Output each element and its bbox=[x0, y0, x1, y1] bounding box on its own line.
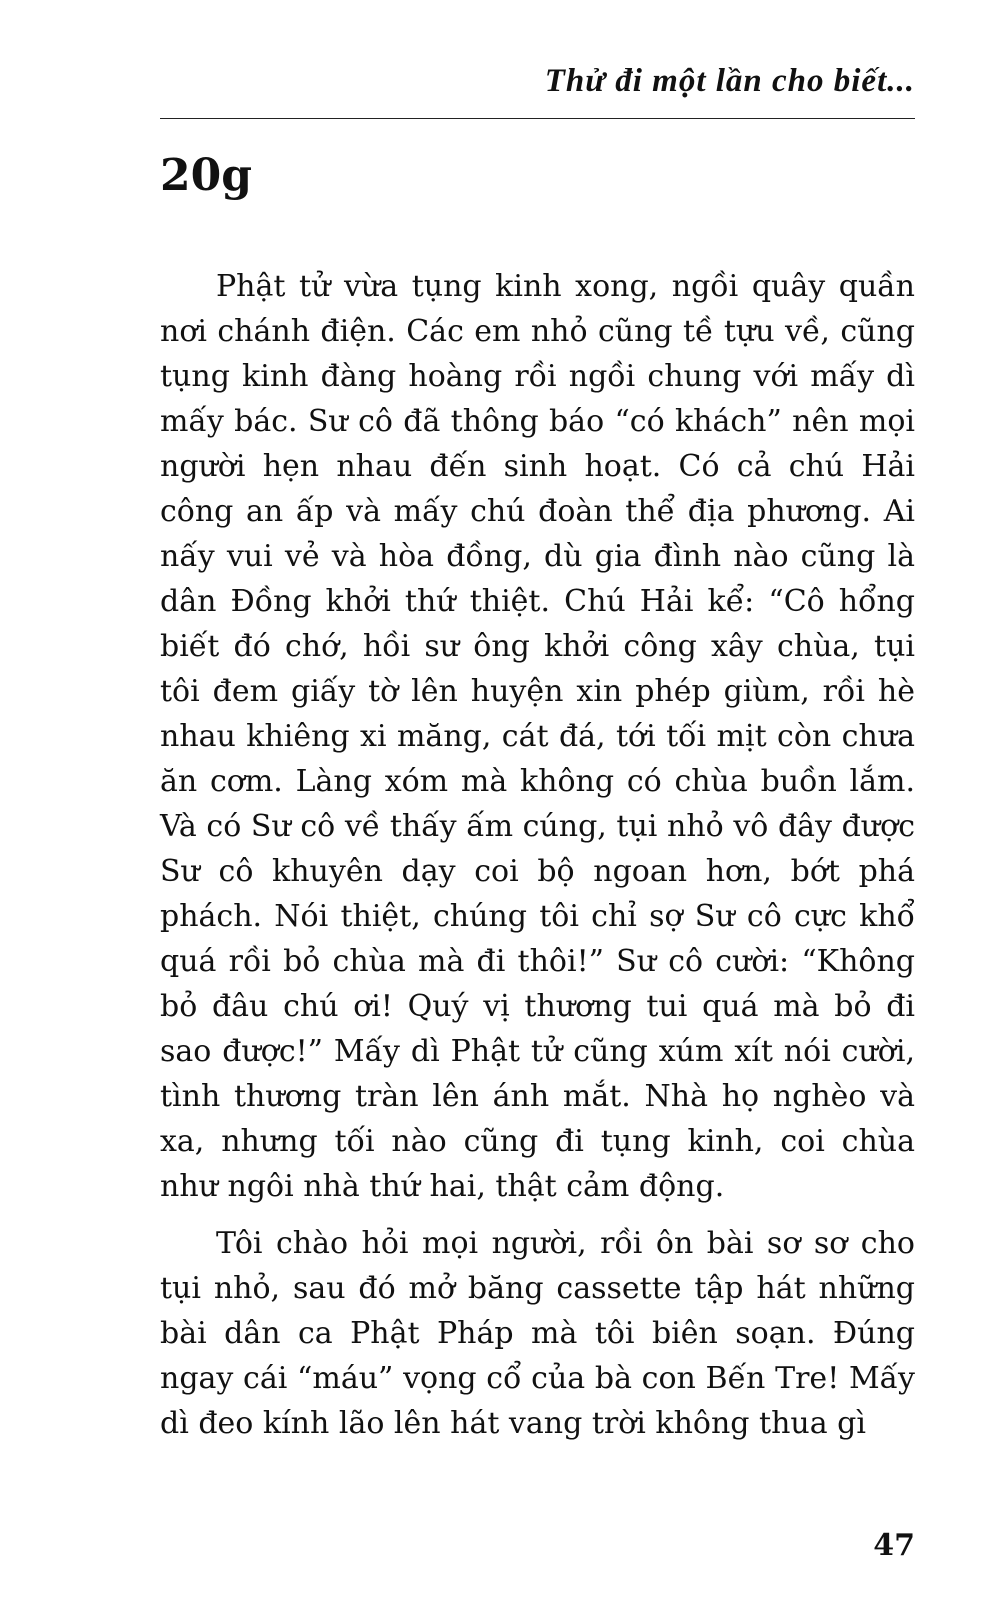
running-header-title: Thử đi một lần cho biết... bbox=[544, 63, 915, 99]
chapter-title: 20g bbox=[160, 150, 252, 201]
paragraph-2: Tôi chào hỏi mọi người, rồi ôn bài sơ sơ cho tụi nhỏ, sau đó mở băng cassette tập hát những bài dân ca Phật Pháp mà tôi biên soạn. Đúng ngay cái “máu” vọng cổ của bà con Bến Tre! Mấy dì đeo kính lão lên hát vang trời không thua gì bbox=[160, 1226, 915, 1441]
body-text bbox=[160, 264, 915, 1446]
page-number: 47 bbox=[873, 1528, 915, 1563]
header-divider bbox=[160, 118, 915, 119]
paragraph-1: Phật tử vừa tụng kinh xong, ngồi quây quần nơi chánh điện. Các em nhỏ cũng tề tựu về, cũng tụng kinh đàng hoàng rồi ngồi chung với mấy dì mấy bác. Sư cô đã thông báo “có khách” nên mọi người hẹn nhau đến sinh hoạt. Có cả chú Hải công an ấp và mấy chú đoàn thể địa phương. Ai nấy vui vẻ và hòa đồng, dù gia đình nào cũng là dân Đồng khởi thứ thiệt. Chú Hải kể: “Cô hổng biết đó chớ, hồi sư ông khởi công xây chùa, tụi tôi đem giấy tờ lên huyện xin phép giùm, rồi hè nhau khiêng xi măng, cát đá, tới tối mịt còn chưa ăn cơm. Làng xóm mà không có chùa buồn lắm. Và có Sư cô về thấy ấm cúng, tụi nhỏ vô đây được Sư cô khuyên dạy coi bộ ngoan hơn, bớt phá phách. Nói thiệt, chúng tôi chỉ sợ Sư cô cực khổ quá rồi bỏ chùa mà đi thôi!” Sư cô cười: “Không bỏ đâu chú ơi! Quý vị thương tui quá mà bỏ đi sao được!” Mấy dì Phật tử cũng xúm xít nói cười, tình thương tràn lên ánh mắt. Nhà họ nghèo và xa, nhưng tối nào cũng đi tụng kinh, coi chùa như ngôi nhà thứ hai, thật cảm động. bbox=[160, 269, 915, 1204]
